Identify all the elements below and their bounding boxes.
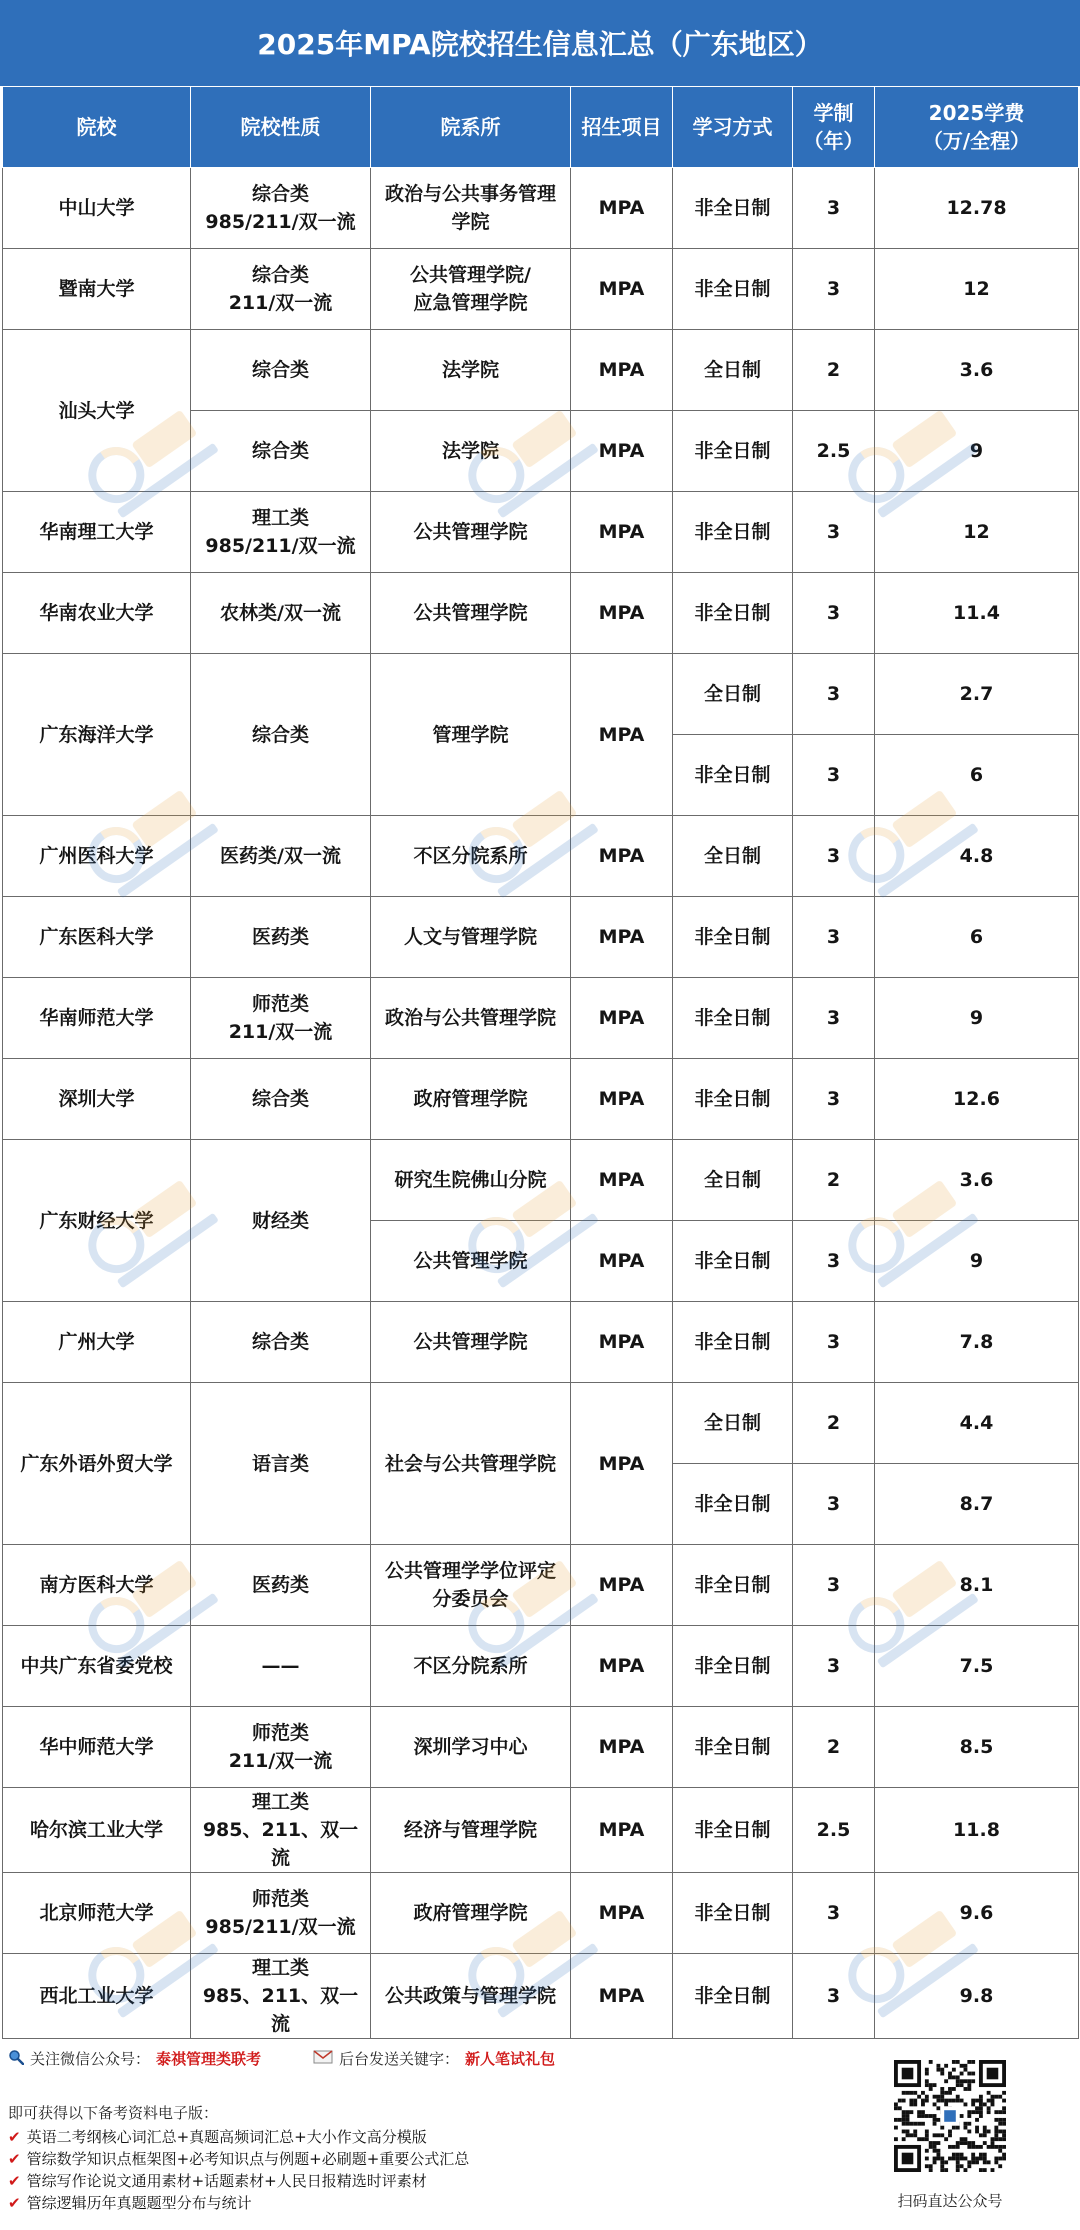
- cell-school-type: 医药类/双一流: [191, 816, 371, 897]
- cell-department: 公共政策与管理学院: [371, 1954, 571, 2039]
- table-row: [3, 1873, 1079, 1954]
- cell-department: 公共管理学学位评定 分委员会: [371, 1545, 571, 1626]
- cell-tuition: 12: [875, 249, 1079, 330]
- cell-school-type: 理工类 985、211、双一流: [191, 1954, 371, 2039]
- table-row: [3, 978, 1079, 1059]
- cell-study-mode: 非全日制: [673, 573, 793, 654]
- cell-duration: 2.5: [793, 1788, 875, 1873]
- list-item: [8, 2148, 469, 2170]
- cell-duration: 3: [793, 978, 875, 1059]
- cell-program: MPA: [571, 1140, 673, 1221]
- cell-department: 政府管理学院: [371, 1059, 571, 1140]
- cell-program: MPA: [571, 1302, 673, 1383]
- cell-study-mode: 非全日制: [673, 1059, 793, 1140]
- cell-study-mode: 非全日制: [673, 1873, 793, 1954]
- cell-tuition: 4.4: [875, 1383, 1079, 1464]
- mpa-info-table: [2, 86, 1079, 2039]
- table-row: [3, 897, 1079, 978]
- table-row: [3, 1954, 1079, 2039]
- list-item-text: 管综逻辑历年真题题型分布与统计: [26, 2194, 252, 2212]
- cell-study-mode: 非全日制: [673, 411, 793, 492]
- header-school-type: 院校性质: [191, 87, 371, 168]
- table-row: [3, 1788, 1079, 1873]
- cell-program: MPA: [571, 1059, 673, 1140]
- cell-school-type: 师范类 211/双一流: [191, 978, 371, 1059]
- cell-duration: 2: [793, 1383, 875, 1464]
- cell-duration: 3: [793, 168, 875, 249]
- page-title: 2025年MPA院校招生信息汇总（广东地区）: [0, 0, 1080, 87]
- list-item-text: 英语二考纲核心词汇总+真题高频词汇总+大小作文高分模版: [26, 2128, 427, 2146]
- table-row: [3, 249, 1079, 330]
- cell-program: MPA: [571, 573, 673, 654]
- table-row: [3, 1707, 1079, 1788]
- table-row: [3, 1383, 1079, 1464]
- cell-school: 汕头大学: [3, 330, 191, 492]
- table-row: [3, 168, 1079, 249]
- cell-tuition: 9: [875, 411, 1079, 492]
- table-row: [3, 492, 1079, 573]
- cell-school: 深圳大学: [3, 1059, 191, 1140]
- cell-study-mode: 非全日制: [673, 1302, 793, 1383]
- red-check-icon: ✔: [8, 2150, 21, 2168]
- cell-school: 南方医科大学: [3, 1545, 191, 1626]
- cell-department: 公共管理学院: [371, 492, 571, 573]
- cell-study-mode: 非全日制: [673, 492, 793, 573]
- cell-school-type: 师范类 985/211/双一流: [191, 1873, 371, 1954]
- cell-study-mode: 非全日制: [673, 1788, 793, 1873]
- cell-tuition: 12.6: [875, 1059, 1079, 1140]
- cell-school: 华南理工大学: [3, 492, 191, 573]
- cell-program: MPA: [571, 1626, 673, 1707]
- cell-program: MPA: [571, 1788, 673, 1873]
- table-row: [3, 1302, 1079, 1383]
- cell-tuition: 9: [875, 1221, 1079, 1302]
- red-check-icon: ✔: [8, 2172, 21, 2190]
- cell-program: MPA: [571, 168, 673, 249]
- cell-school-type: 农林类/双一流: [191, 573, 371, 654]
- footer-contact-line: [8, 2048, 555, 2069]
- qr-code[interactable]: [894, 2060, 1006, 2172]
- table-body: [3, 168, 1079, 2039]
- cell-school-type: 财经类: [191, 1140, 371, 1302]
- cell-study-mode: 非全日制: [673, 978, 793, 1059]
- cell-school-type: 语言类: [191, 1383, 371, 1545]
- cell-duration: 3: [793, 1302, 875, 1383]
- cell-tuition: 11.4: [875, 573, 1079, 654]
- resource-list: [8, 2126, 469, 2214]
- cell-program: MPA: [571, 1707, 673, 1788]
- cell-department: 公共管理学院: [371, 573, 571, 654]
- keyword-value: 新人笔试礼包: [465, 2050, 556, 2068]
- cell-school-type: 综合类 211/双一流: [191, 249, 371, 330]
- cell-department: 政治与公共事务管理 学院: [371, 168, 571, 249]
- cell-program: MPA: [571, 249, 673, 330]
- cell-tuition: 7.8: [875, 1302, 1079, 1383]
- cell-duration: 3: [793, 492, 875, 573]
- footer: [0, 2040, 1080, 2230]
- cell-program: MPA: [571, 1221, 673, 1302]
- cell-duration: 3: [793, 1221, 875, 1302]
- cell-study-mode: 非全日制: [673, 735, 793, 816]
- cell-school: 华南农业大学: [3, 573, 191, 654]
- table-row: [3, 1545, 1079, 1626]
- red-check-icon: ✔: [8, 2194, 21, 2212]
- cell-tuition: 6: [875, 735, 1079, 816]
- cell-school: 华中师范大学: [3, 1707, 191, 1788]
- cell-duration: 3: [793, 816, 875, 897]
- follow-account-name: 泰祺管理类联考: [156, 2050, 262, 2068]
- cell-department: 政府管理学院: [371, 1873, 571, 1954]
- cell-duration: 3: [793, 1873, 875, 1954]
- cell-school: 中山大学: [3, 168, 191, 249]
- cell-school-type: 医药类: [191, 1545, 371, 1626]
- cell-study-mode: 全日制: [673, 816, 793, 897]
- cell-tuition: 2.7: [875, 654, 1079, 735]
- cell-study-mode: 非全日制: [673, 1626, 793, 1707]
- cell-duration: 3: [793, 897, 875, 978]
- cell-department: 公共管理学院/ 应急管理学院: [371, 249, 571, 330]
- magnifier-icon: [8, 2049, 24, 2069]
- cell-duration: 3: [793, 654, 875, 735]
- cell-department: 政治与公共管理学院: [371, 978, 571, 1059]
- list-item: [8, 2192, 469, 2214]
- list-item-text: 管综数学知识点框架图+必考知识点与例题+必刷题+重要公式汇总: [26, 2150, 470, 2168]
- cell-study-mode: 全日制: [673, 330, 793, 411]
- cell-duration: 2.5: [793, 411, 875, 492]
- cell-duration: 2: [793, 1707, 875, 1788]
- cell-duration: 3: [793, 735, 875, 816]
- cell-study-mode: 非全日制: [673, 1954, 793, 2039]
- cell-school: 广州医科大学: [3, 816, 191, 897]
- cell-program: MPA: [571, 1545, 673, 1626]
- table-row: [3, 1059, 1079, 1140]
- cell-school: 北京师范大学: [3, 1873, 191, 1954]
- cell-program: MPA: [571, 330, 673, 411]
- header-tuition: 2025学费 （万/全程）: [875, 87, 1079, 168]
- cell-school-type: 综合类: [191, 330, 371, 411]
- cell-school-type: 综合类: [191, 1059, 371, 1140]
- cell-tuition: 8.5: [875, 1707, 1079, 1788]
- cell-department: 不区分院系所: [371, 1626, 571, 1707]
- cell-school-type: 综合类: [191, 654, 371, 816]
- cell-school: 广东医科大学: [3, 897, 191, 978]
- cell-school: 西北工业大学: [3, 1954, 191, 2039]
- cell-tuition: 7.5: [875, 1626, 1079, 1707]
- cell-program: MPA: [571, 1873, 673, 1954]
- cell-duration: 3: [793, 1059, 875, 1140]
- list-item-text: 管综写作论说文通用素材+话题素材+人民日报精选时评素材: [26, 2172, 427, 2190]
- cell-tuition: 9.8: [875, 1954, 1079, 2039]
- cell-department: 深圳学习中心: [371, 1707, 571, 1788]
- cell-duration: 3: [793, 573, 875, 654]
- header-department: 院系所: [371, 87, 571, 168]
- cell-school-type: 综合类 985/211/双一流: [191, 168, 371, 249]
- cell-school: 广东外语外贸大学: [3, 1383, 191, 1545]
- cell-duration: 2: [793, 1140, 875, 1221]
- table-row: [3, 816, 1079, 897]
- cell-department: 经济与管理学院: [371, 1788, 571, 1873]
- header-study-mode: 学习方式: [673, 87, 793, 168]
- cell-program: MPA: [571, 654, 673, 816]
- cell-department: 法学院: [371, 411, 571, 492]
- red-check-icon: ✔: [8, 2128, 21, 2146]
- keyword-label: 后台发送关键字：: [339, 2050, 460, 2068]
- cell-tuition: 8.7: [875, 1464, 1079, 1545]
- cell-department: 不区分院系所: [371, 816, 571, 897]
- header-program: 招生项目: [571, 87, 673, 168]
- table-header-row: [3, 87, 1079, 168]
- cell-tuition: 9.6: [875, 1873, 1079, 1954]
- cell-study-mode: 全日制: [673, 1383, 793, 1464]
- header-school: 院校: [3, 87, 191, 168]
- cell-program: MPA: [571, 816, 673, 897]
- table-row: [3, 654, 1079, 735]
- cell-school: 中共广东省委党校: [3, 1626, 191, 1707]
- cell-tuition: 3.6: [875, 1140, 1079, 1221]
- cell-study-mode: 非全日制: [673, 168, 793, 249]
- cell-tuition: 8.1: [875, 1545, 1079, 1626]
- cell-study-mode: 非全日制: [673, 1221, 793, 1302]
- cell-duration: 3: [793, 1545, 875, 1626]
- footer-intro: 即可获得以下备考资料电子版：: [8, 2104, 219, 2122]
- cell-study-mode: 非全日制: [673, 1707, 793, 1788]
- cell-study-mode: 非全日制: [673, 1545, 793, 1626]
- cell-study-mode: 全日制: [673, 654, 793, 735]
- cell-program: MPA: [571, 492, 673, 573]
- cell-school: 广州大学: [3, 1302, 191, 1383]
- cell-tuition: 12: [875, 492, 1079, 573]
- cell-school: 华南师范大学: [3, 978, 191, 1059]
- cell-school-type: 师范类 211/双一流: [191, 1707, 371, 1788]
- cell-duration: 3: [793, 1464, 875, 1545]
- cell-department: 研究生院佛山分院: [371, 1140, 571, 1221]
- list-item: [8, 2170, 469, 2192]
- cell-program: MPA: [571, 1954, 673, 2039]
- follow-label: 关注微信公众号：: [30, 2050, 151, 2068]
- cell-tuition: 4.8: [875, 816, 1079, 897]
- cell-study-mode: 非全日制: [673, 897, 793, 978]
- cell-school-type: ——: [191, 1626, 371, 1707]
- table-row: [3, 1626, 1079, 1707]
- cell-department: 管理学院: [371, 654, 571, 816]
- cell-school-type: 理工类 985、211、双一流: [191, 1788, 371, 1873]
- cell-tuition: 12.78: [875, 168, 1079, 249]
- cell-duration: 3: [793, 249, 875, 330]
- table-row: [3, 330, 1079, 411]
- cell-duration: 3: [793, 1954, 875, 2039]
- cell-school: 广东财经大学: [3, 1140, 191, 1302]
- cell-department: 法学院: [371, 330, 571, 411]
- cell-department: 社会与公共管理学院: [371, 1383, 571, 1545]
- cell-study-mode: 非全日制: [673, 1464, 793, 1545]
- header-duration: 学制 （年）: [793, 87, 875, 168]
- cell-program: MPA: [571, 411, 673, 492]
- cell-program: MPA: [571, 897, 673, 978]
- table-row: [3, 1140, 1079, 1221]
- cell-study-mode: 非全日制: [673, 249, 793, 330]
- list-item: [8, 2126, 469, 2148]
- cell-school: 广东海洋大学: [3, 654, 191, 816]
- cell-school: 暨南大学: [3, 249, 191, 330]
- qr-caption: 扫码直达公众号: [897, 2192, 1003, 2210]
- cell-duration: 3: [793, 1626, 875, 1707]
- cell-tuition: 6: [875, 897, 1079, 978]
- envelope-icon: [313, 2050, 333, 2068]
- cell-department: 公共管理学院: [371, 1302, 571, 1383]
- cell-school-type: 理工类 985/211/双一流: [191, 492, 371, 573]
- cell-duration: 2: [793, 330, 875, 411]
- cell-study-mode: 全日制: [673, 1140, 793, 1221]
- cell-school-type: 医药类: [191, 897, 371, 978]
- cell-department: 人文与管理学院: [371, 897, 571, 978]
- cell-school-type: 综合类: [191, 411, 371, 492]
- cell-school-type: 综合类: [191, 1302, 371, 1383]
- cell-tuition: 11.8: [875, 1788, 1079, 1873]
- cell-tuition: 3.6: [875, 330, 1079, 411]
- cell-tuition: 9: [875, 978, 1079, 1059]
- cell-school: 哈尔滨工业大学: [3, 1788, 191, 1873]
- table-row: [3, 573, 1079, 654]
- cell-program: MPA: [571, 978, 673, 1059]
- cell-program: MPA: [571, 1383, 673, 1545]
- cell-department: 公共管理学院: [371, 1221, 571, 1302]
